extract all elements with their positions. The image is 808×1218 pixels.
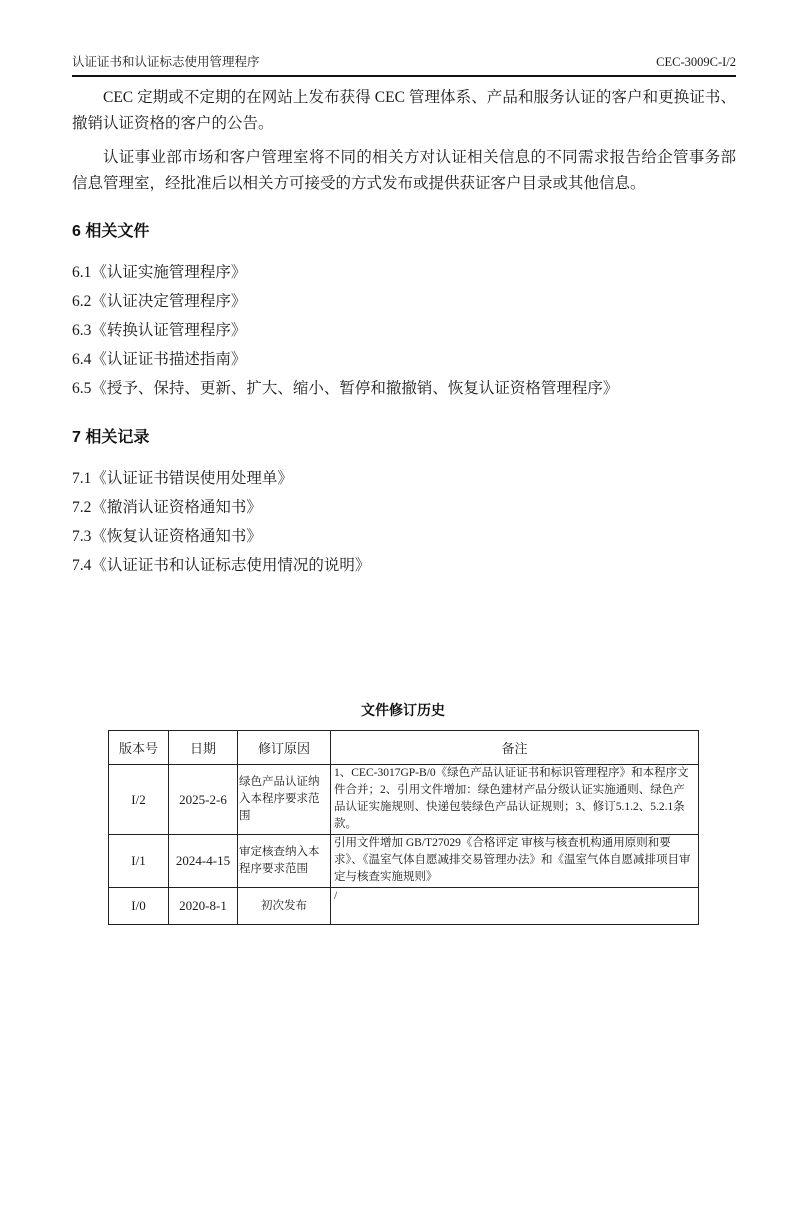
related-doc-item-6-5: 6.5《授予、保持、更新、扩大、缩小、暂停和撤撤销、恢复认证资格管理程序》 xyxy=(72,380,619,397)
column-header-reason: 修订原因 xyxy=(238,731,331,765)
related-doc-item-6-2: 6.2《认证决定管理程序》 xyxy=(72,293,247,310)
related-records-list xyxy=(72,464,736,580)
revision-row-i0 xyxy=(109,888,699,925)
reason-cell: 绿色产品认证纳入本程序要求范围 xyxy=(238,765,331,835)
revision-row-i2 xyxy=(109,765,699,835)
version-cell: I/0 xyxy=(109,888,169,925)
body-paragraph-2: 认证事业部市场和客户管理室将不同的相关方对认证相关信息的不同需求报告给企管事务部信息管理室，经批准后以相关方可接受的方式发布或提供获证客户目录或其他信息。 xyxy=(72,149,736,192)
running-header xyxy=(72,0,736,77)
column-header-version: 版本号 xyxy=(109,731,169,765)
remark-cell: 引用文件增加 GB/T27029《合格评定 审核与核查机构通用原则和要求》、《温室气体自愿减排交易管理办法》和《温室气体自愿减排项目审定与核查实施规则》 xyxy=(331,835,699,888)
body-paragraph-1: CEC 定期或不定期的在网站上发布获得 CEC 管理体系、产品和服务认证的客户和更换证书、撤销认证资格的客户的公告。 xyxy=(72,89,736,132)
related-record-item-7-2: 7.2《撤消认证资格通知书》 xyxy=(72,499,262,516)
column-header-remark: 备注 xyxy=(331,731,699,765)
header-document-number: CEC-3009C-I/2 xyxy=(656,55,736,69)
related-record-item-7-1: 7.1《认证证书错误使用处理单》 xyxy=(72,470,293,487)
column-header-date: 日期 xyxy=(169,731,238,765)
related-documents-list xyxy=(72,258,736,403)
related-doc-item-6-4: 6.4《认证证书描述指南》 xyxy=(72,351,247,368)
version-cell: I/1 xyxy=(109,835,169,888)
reason-cell: 初次发布 xyxy=(238,888,331,925)
related-doc-item-6-3: 6.3《转换认证管理程序》 xyxy=(72,322,247,339)
related-record-item-7-3: 7.3《恢复认证资格通知书》 xyxy=(72,528,262,545)
table-header-row xyxy=(109,731,699,765)
remark-cell: / xyxy=(331,888,699,925)
revision-history-table xyxy=(108,730,699,925)
section-7-heading: 7 相关记录 xyxy=(72,429,150,446)
related-doc-item-6-1: 6.1《认证实施管理程序》 xyxy=(72,264,247,281)
date-cell: 2020-8-1 xyxy=(169,888,238,925)
header-document-title: 认证证书和认证标志使用管理程序 xyxy=(72,55,260,69)
revision-row-i1 xyxy=(109,835,699,888)
date-cell: 2024-4-15 xyxy=(169,835,238,888)
section-6-heading: 6 相关文件 xyxy=(72,223,150,240)
related-record-item-7-4: 7.4《认证证书和认证标志使用情况的说明》 xyxy=(72,557,371,574)
reason-cell: 审定核查纳入本程序要求范围 xyxy=(238,835,331,888)
date-cell: 2025-2-6 xyxy=(169,765,238,835)
version-cell: I/2 xyxy=(109,765,169,835)
revision-history-block xyxy=(108,700,698,925)
revision-history-title: 文件修订历史 xyxy=(361,702,445,718)
remark-cell: 1、CEC-3017GP-B/0《绿色产品认证证书和标识管理程序》和本程序文件合并；2、引用文件增加：绿色建材产品分级认证实施通则、绿色产品认证实施规则、快递包装绿色产品认证规则；3、修订5.1.2、5.2.1条款。 xyxy=(331,765,699,835)
